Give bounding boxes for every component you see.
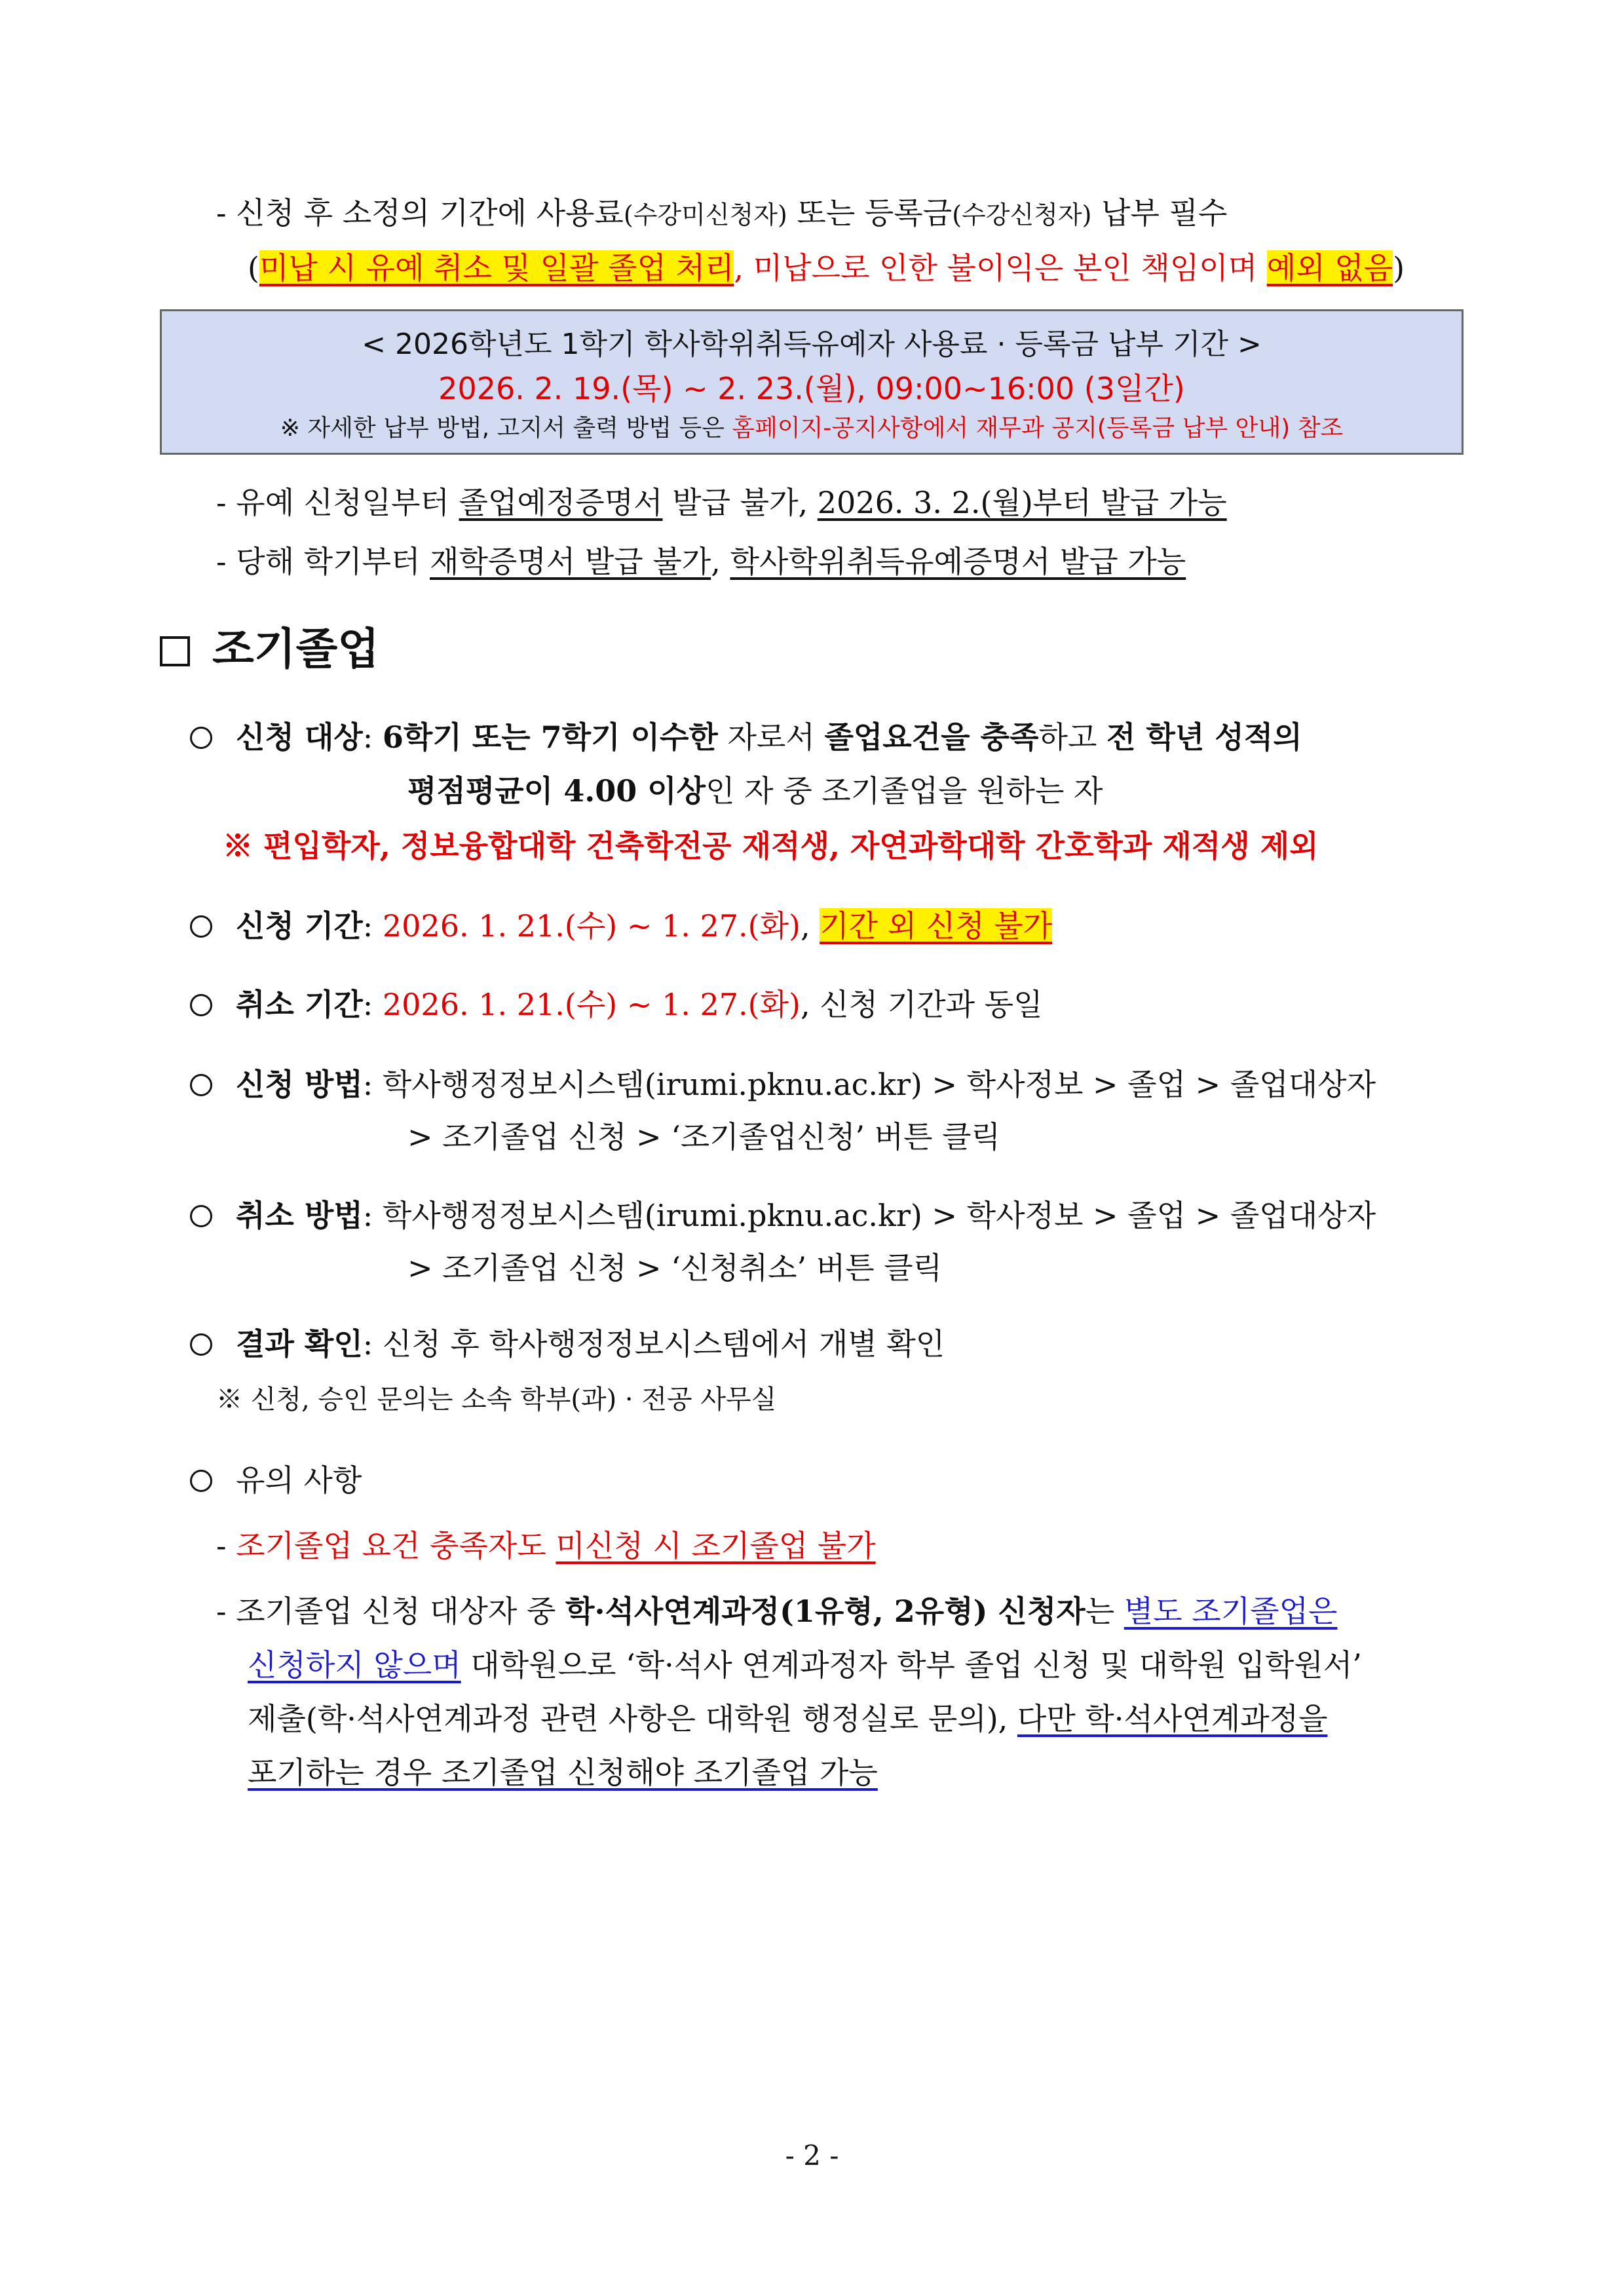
cancel-method-line-2: > 조기졸업 신청 > ‘신청취소’ 버튼 클릭 bbox=[407, 1250, 943, 1286]
caution-1-text: 조기졸업 요건 충족자도 bbox=[236, 1528, 556, 1563]
circle-bullet-icon bbox=[190, 1470, 212, 1492]
circle-bullet-icon bbox=[190, 1333, 212, 1356]
target-grades: 전 학년 성적의 bbox=[1106, 719, 1302, 755]
colon: : bbox=[362, 1198, 383, 1233]
circle-bullet-icon bbox=[190, 915, 212, 938]
defer-text: - 유예 신청일부터 bbox=[216, 485, 459, 520]
target-line-1 bbox=[190, 718, 1302, 757]
comma: , bbox=[800, 908, 820, 944]
enrollment-cert-unavailable: 재학증명서 발급 불가 bbox=[430, 544, 711, 579]
caution-2-graduate-school: 대학원으로 ‘학·석사 연계과정자 학부 졸업 신청 및 대학원 입학원서’ bbox=[461, 1647, 1362, 1683]
paren-close: ) bbox=[1393, 250, 1405, 286]
fee-note-unregistered: (수강미신청자) bbox=[623, 201, 787, 229]
section-title: 조기졸업 bbox=[212, 624, 380, 674]
defer-certificate-line bbox=[216, 484, 1227, 523]
target-text-and: 하고 bbox=[1038, 719, 1107, 755]
fee-text-or: 또는 등록금 bbox=[787, 195, 953, 231]
apply-method-line-1 bbox=[190, 1065, 1376, 1105]
caution-2-separate: 별도 조기졸업은 bbox=[1124, 1594, 1338, 1629]
circle-bullet-icon bbox=[190, 994, 212, 1016]
caution-item-1 bbox=[216, 1527, 876, 1566]
fee-payment-line bbox=[216, 194, 1227, 233]
caution-item-2-line-1 bbox=[216, 1592, 1338, 1632]
fee-note-registered: (수강신청자) bbox=[952, 201, 1092, 229]
colon: : bbox=[362, 908, 383, 944]
dash: - bbox=[216, 1594, 236, 1629]
target-line-2 bbox=[407, 772, 1103, 811]
no-exception-highlight: 예외 없음 bbox=[1266, 250, 1393, 286]
fee-text-required: 납부 필수 bbox=[1091, 195, 1228, 231]
apply-method-line-2: > 조기졸업 신청 > ‘조기졸업신청’ 버튼 클릭 bbox=[407, 1119, 1001, 1155]
circle-bullet-icon bbox=[190, 1205, 212, 1227]
colon: : bbox=[362, 1067, 383, 1102]
cancel-method-path: 학사행정정보시스템(irumi.pknu.ac.kr) > 학사정보 > 졸업 > 졸업대상자 bbox=[382, 1198, 1376, 1233]
caution-item-2-line-4 bbox=[248, 1753, 878, 1793]
defer-text-unavailable: 발급 불가, bbox=[662, 485, 818, 520]
caution-2-particle: 는 bbox=[1085, 1594, 1124, 1629]
caution-2-program: 학·석사연계과정(1유형, 2유형) 신청자 bbox=[565, 1594, 1086, 1629]
caution-label: 유의 사항 bbox=[236, 1463, 362, 1498]
cancel-period-dates: 2026. 1. 21.(수) ~ 1. 27.(화) bbox=[382, 987, 801, 1022]
colon: : bbox=[362, 1326, 383, 1362]
payment-box-note bbox=[162, 410, 1462, 443]
target-text: 자로서 bbox=[717, 719, 825, 755]
inquiry-note: ※ 신청, 승인 문의는 소속 학부(과) · 전공 사무실 bbox=[216, 1385, 777, 1415]
target-exclusion: ※ 편입학자, 정보융합대학 건축학전공 재적생, 자연과학대학 간호학과 재적생 제외 bbox=[223, 828, 1319, 864]
payment-box-period: 2026. 2. 19.(목) ~ 2. 23.(월), 09:00~16:00 (3일간) bbox=[438, 371, 1185, 406]
comma: , bbox=[711, 544, 730, 579]
page-number: - 2 - bbox=[785, 2139, 839, 2172]
enrollment-certificate-line bbox=[216, 543, 1186, 582]
expected-graduation-cert: 졸업예정증명서 bbox=[459, 485, 663, 520]
target-text-rest: 인 자 중 조기졸업을 원하는 자 bbox=[706, 773, 1103, 809]
deferral-cert-available: 학사학위취득유예증명서 발급 가능 bbox=[730, 544, 1186, 579]
caution-item-2-line-2 bbox=[248, 1646, 1362, 1685]
semester-text: - 당해 학기부터 bbox=[216, 544, 430, 579]
cancel-method-label: 취소 방법 bbox=[236, 1198, 363, 1233]
circle-bullet-icon bbox=[190, 727, 212, 749]
cancel-method-line-1 bbox=[190, 1196, 1376, 1236]
caution-2-however: 다만 학·석사연계과정을 bbox=[1017, 1701, 1328, 1736]
payment-note-text: ※ 자세한 납부 방법, 고지서 출력 방법 등은 bbox=[280, 415, 732, 442]
section-heading bbox=[160, 621, 379, 678]
cancel-period-label: 취소 기간 bbox=[236, 987, 363, 1022]
target-semesters: 6학기 또는 7학기 이수한 bbox=[382, 719, 718, 755]
colon: : bbox=[362, 719, 383, 755]
caution-2-no-apply: 신청하지 않으며 bbox=[248, 1647, 461, 1683]
result-text: 신청 후 학사행정정보시스템에서 개별 확인 bbox=[382, 1326, 945, 1362]
unpaid-warning-text: , 미납으로 인한 불이익은 본인 책임이며 bbox=[734, 250, 1267, 286]
apply-period-warning: 기간 외 신청 불가 bbox=[820, 908, 1053, 944]
colon: : bbox=[362, 987, 383, 1022]
apply-period-label: 신청 기간 bbox=[236, 908, 363, 944]
caution-2-text: 조기졸업 신청 대상자 중 bbox=[236, 1594, 566, 1629]
result-label: 결과 확인 bbox=[236, 1326, 363, 1362]
cancel-period-note: , 신청 기간과 동일 bbox=[800, 987, 1043, 1022]
apply-period-line bbox=[190, 907, 1052, 946]
square-bullet-icon bbox=[160, 636, 190, 666]
target-gpa: 평점평균이 4.00 이상 bbox=[407, 773, 706, 809]
caution-2-give-up: 포기하는 경우 조기졸업 신청해야 조기졸업 가능 bbox=[248, 1755, 878, 1790]
result-line bbox=[190, 1325, 945, 1364]
apply-period-dates: 2026. 1. 21.(수) ~ 1. 27.(화) bbox=[382, 908, 801, 944]
caution-item-2-line-3 bbox=[248, 1700, 1328, 1739]
dash: - bbox=[216, 1528, 236, 1563]
apply-method-label: 신청 방법 bbox=[236, 1067, 363, 1102]
caution-1-emphasis: 미신청 시 조기졸업 불가 bbox=[556, 1528, 876, 1563]
unpaid-warning-highlight: 미납 시 유예 취소 및 일괄 졸업 처리 bbox=[259, 250, 734, 286]
fee-warning-line bbox=[248, 249, 1405, 288]
circle-bullet-icon bbox=[190, 1074, 212, 1096]
issue-available-date: 2026. 3. 2.(월)부터 발급 가능 bbox=[817, 485, 1227, 520]
caution-heading bbox=[190, 1461, 362, 1501]
payment-period-box bbox=[160, 309, 1463, 455]
apply-method-path: 학사행정정보시스템(irumi.pknu.ac.kr) > 학사정보 > 졸업 > 졸업대상자 bbox=[382, 1067, 1376, 1102]
fee-text: - 신청 후 소정의 기간에 사용료 bbox=[216, 195, 624, 231]
cancel-period-line bbox=[190, 985, 1043, 1025]
payment-note-link-text: 홈페이지-공지사항에서 재무과 공지(등록금 납부 안내) 참조 bbox=[732, 415, 1344, 442]
target-requirement: 졸업요건을 충족 bbox=[824, 719, 1039, 755]
caution-2-submit: 제출(학·석사연계과정 관련 사항은 대학원 행정실로 문의), bbox=[248, 1701, 1017, 1736]
payment-box-title: < 2026학년도 1학기 학사학위취득유예자 사용료 · 등록금 납부 기간 > bbox=[362, 328, 1262, 361]
target-label: 신청 대상 bbox=[236, 719, 363, 755]
paren-open: ( bbox=[248, 250, 259, 286]
